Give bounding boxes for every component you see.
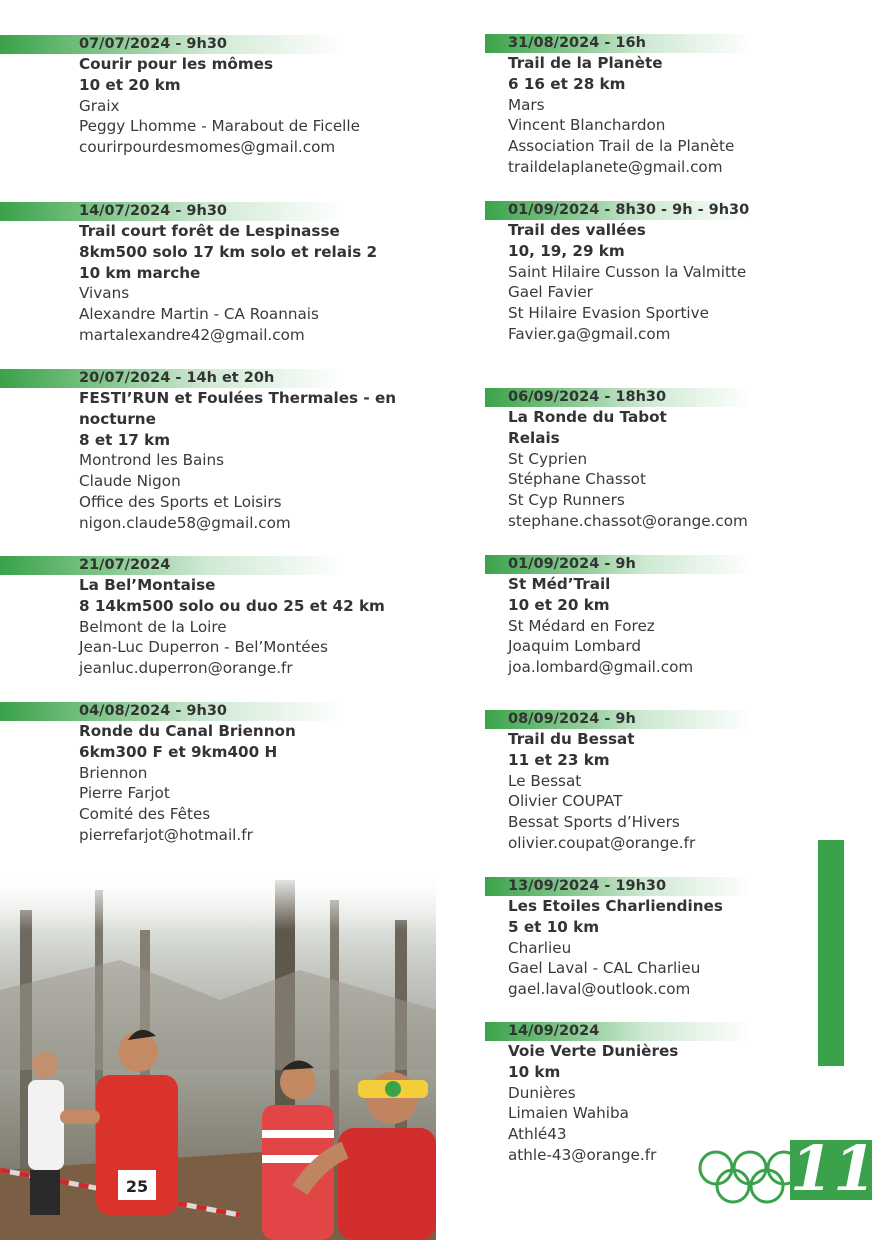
event-title: La Bel’Montaise [79,576,216,594]
event-email: Favier.ga@gmail.com [508,324,671,343]
event-email: athle-43@orange.fr [508,1145,657,1164]
event-email: joa.lombard@gmail.com [508,658,694,677]
runners-photo [0,870,436,1240]
event-block [508,555,886,678]
event-date: 01/09/2024 - 9h [485,555,753,574]
event-block [79,702,479,846]
event-location: Montrond les Bains [79,451,225,470]
event-location: Briennon [79,763,148,782]
event-location: Mars [508,95,545,114]
event-date: 06/09/2024 - 18h30 [485,388,753,407]
event-email: pierrefarjot@hotmail.fr [79,825,253,844]
event-title: Trail des vallées [508,221,646,239]
event-club: Comité des Fêtes [79,805,211,824]
event-distance: 10 km [508,1062,561,1081]
event-block [508,34,886,178]
event-organizer: Jean-Luc Duperron - Bel’Montées [79,638,328,657]
event-date: 07/07/2024 - 9h30 [0,35,344,54]
event-organizer: Gael Favier [508,283,593,302]
event-organizer: Pierre Farjot [79,784,170,803]
event-organizer: Claude Nigon [79,472,181,491]
event-date: 13/09/2024 - 19h30 [485,877,753,896]
event-title: Trail du Bessat [508,730,635,748]
event-block [79,369,479,534]
event-title: Trail de la Planète [508,54,663,72]
event-distance: 5 et 10 km [508,917,600,936]
event-distance: 10 et 20 km [79,75,181,94]
event-club: Bessat Sports d’Hivers [508,813,680,832]
event-title: nocturne [79,409,156,428]
event-location: Belmont de la Loire [79,617,227,636]
event-title: Voie Verte Dunières [508,1042,679,1060]
event-distance: Relais [508,428,560,447]
event-club: Athlé43 [508,1125,567,1144]
event-date: 08/09/2024 - 9h [485,710,753,729]
event-organizer: Stéphane Chassot [508,470,646,489]
event-email: courirpourdesmomes@gmail.com [79,138,336,157]
event-location: St Cyprien [508,449,588,468]
event-title: Courir pour les mômes [79,55,274,73]
event-distance: 11 et 23 km [508,750,610,769]
event-email: gael.laval@outlook.com [508,980,691,999]
event-club: St Hilaire Evasion Sportive [508,304,709,323]
event-email: traildelaplanete@gmail.com [508,157,723,176]
event-location: Le Bessat [508,771,582,790]
event-title: St Méd’Trail [508,575,611,593]
event-email: nigon.claude58@gmail.com [79,513,291,532]
event-email: stephane.chassot@orange.com [508,511,748,530]
page-number: 11 [790,1132,877,1205]
event-location: Dunières [508,1083,576,1102]
event-distance: 8km500 solo 17 km solo et relais 2 [79,242,378,261]
event-distance: 10, 19, 29 km [508,241,625,260]
event-block [508,388,886,532]
event-title: FESTI’RUN et Foulées Thermales - en [79,389,397,407]
event-distance: 8 et 17 km [79,430,171,449]
event-distance: 10 km marche [79,263,201,282]
event-date: 20/07/2024 - 14h et 20h [0,369,344,388]
event-email: olivier.coupat@orange.fr [508,833,696,852]
event-location: St Médard en Forez [508,616,655,635]
photo-fade [0,870,436,930]
event-date: 14/09/2024 [485,1022,753,1041]
event-distance: 8 14km500 solo ou duo 25 et 42 km [79,596,385,615]
event-organizer: Peggy Lhomme - Marabout de Ficelle [79,117,360,136]
decorative-green-strip [818,840,844,1066]
event-email: martalexandre42@gmail.com [79,325,305,344]
event-block [79,556,479,679]
event-block [508,201,886,345]
event-title: Ronde du Canal Briennon [79,722,296,740]
event-club: Association Trail de la Planète [508,137,735,156]
event-date: 21/07/2024 [0,556,344,575]
event-title: Trail court forêt de Lespinasse [79,222,340,240]
event-club: St Cyp Runners [508,491,625,510]
event-date: 14/07/2024 - 9h30 [0,202,344,221]
event-organizer: Limaien Wahiba [508,1104,629,1123]
event-distance: 6 16 et 28 km [508,74,626,93]
event-location: Vivans [79,284,130,303]
event-organizer: Olivier COUPAT [508,792,623,811]
event-block [508,710,886,854]
event-organizer: Joaquim Lombard [508,637,642,656]
event-location: Charlieu [508,938,572,957]
event-organizer: Gael Laval - CAL Charlieu [508,959,701,978]
event-block [79,35,479,158]
event-email: jeanluc.duperron@orange.fr [79,659,293,678]
event-block [79,202,479,346]
event-location: Saint Hilaire Cusson la Valmitte [508,262,747,281]
event-distance: 6km300 F et 9km400 H [79,742,278,761]
event-date: 01/09/2024 - 8h30 - 9h - 9h30 [485,201,753,220]
event-organizer: Alexandre Martin - CA Roannais [79,305,319,324]
event-title: Les Etoiles Charliendines [508,897,723,915]
event-club: Office des Sports et Loisirs [79,492,282,511]
event-date: 04/08/2024 - 9h30 [0,702,344,721]
event-distance: 10 et 20 km [508,595,610,614]
event-location: Graix [79,96,120,115]
bib-number: 25 [125,1177,149,1196]
event-organizer: Vincent Blanchardon [508,116,666,135]
event-title: La Ronde du Tabot [508,408,667,426]
event-date: 31/08/2024 - 16h [485,34,753,53]
